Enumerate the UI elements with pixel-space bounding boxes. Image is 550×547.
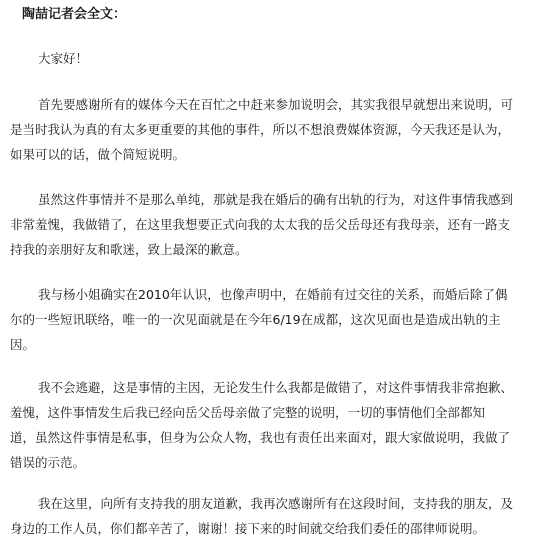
paragraph-line: 因。 xyxy=(10,337,36,352)
paragraph-line: 如果可以的话，做个简短说明。 xyxy=(10,147,186,162)
paragraph-5 xyxy=(10,491,540,541)
paragraph-4 xyxy=(10,375,540,475)
paragraph-line: 首先要感谢所有的媒体今天在百忙之中赶来参加说明会，其实我很早就想出来说明，可 xyxy=(38,97,514,112)
greeting-line: 大家好！ xyxy=(38,51,89,66)
article-title: 陶喆记者会全文： xyxy=(22,7,127,22)
paragraph-line: 尔的一些短讯联络，唯一的一次见面就是在今年6/19在成都，这次见面也是造成出轨的主 xyxy=(10,312,501,327)
paragraph-3 xyxy=(10,282,540,357)
paragraph-line: 身边的工作人员，你们都辛苦了，谢谢！接下来的时间就交给我们委任的邵律师说明。 xyxy=(10,521,486,536)
paragraph-line: 羞愧，这件事情发生后我已经向岳父岳母亲做了完整的说明，一切的事情他们全部都知 xyxy=(10,405,486,420)
paragraph-line: 虽然这件事情并不是那么单纯，那就是我在婚后的确有出轨的行为，对这件事情我感到 xyxy=(38,192,514,207)
paragraph-1 xyxy=(10,92,540,167)
paragraph-line: 我与杨小姐确实在2010年认识，也像声明中，在婚前有过交往的关系，而婚后除了偶 xyxy=(38,287,508,302)
paragraph-line: 我不会逃避，这是事情的主因，无论发生什么我都是做错了，对这件事情我非常抱歉、 xyxy=(38,380,514,395)
paragraph-line: 道，虽然这件事情是私事，但身为公众人物，我也有责任出来面对，跟大家做说明，我做了 xyxy=(10,430,511,445)
paragraph-line: 错误的示范。 xyxy=(10,455,86,470)
paragraph-line: 持我的亲朋好友和歌迷，致上最深的歉意。 xyxy=(10,242,248,257)
paragraph-line: 我在这里，向所有支持我的朋友道歉，我再次感谢所有在这段时间，支持我的朋友，及 xyxy=(38,496,514,511)
paragraph-line: 是当时我认为真的有太多更重要的其他的事件，所以不想浪费媒体资源，今天我还是认为， xyxy=(10,122,511,137)
paragraph-2 xyxy=(10,187,540,262)
paragraph-line: 非常羞愧，我做错了，在这里我想要正式向我的太太我的岳父岳母还有我母亲，还有一路支 xyxy=(10,217,511,232)
